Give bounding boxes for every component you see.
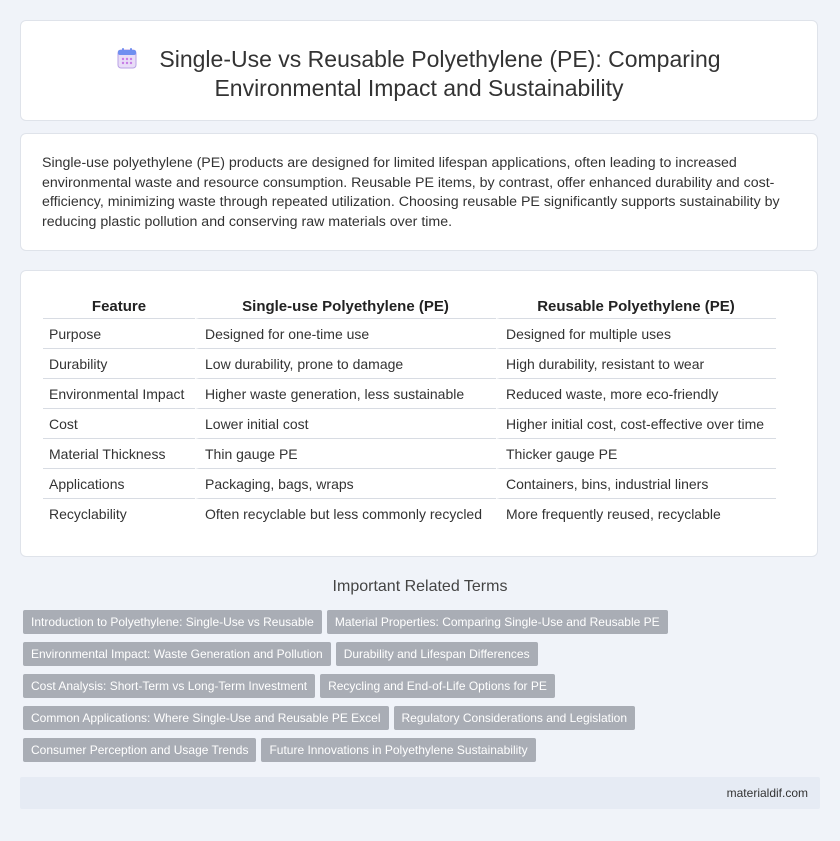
table-row: [43, 378, 776, 408]
header-single-use: Single-use Polyethylene (PE): [242, 298, 449, 315]
row-single-use: Packaging, bags, wraps: [195, 468, 496, 498]
related-term-tag[interactable]: Future Innovations in Polyethylene Sustainability: [261, 738, 535, 762]
row-single-use: Higher waste generation, less sustainable: [195, 378, 496, 408]
related-term-tag[interactable]: Environmental Impact: Waste Generation and Pollution: [23, 642, 331, 666]
intro-card: [20, 133, 818, 251]
header-reusable: Reusable Polyethylene (PE): [537, 298, 735, 315]
row-feature: Cost: [43, 408, 195, 438]
calendar-icon: [117, 47, 137, 69]
row-reusable: Reduced waste, more eco-friendly: [496, 378, 776, 408]
table-row: [43, 438, 776, 468]
row-reusable: High durability, resistant to wear: [496, 348, 776, 378]
row-reusable: Thicker gauge PE: [496, 438, 776, 468]
row-reusable: More frequently reused, recyclable: [496, 498, 776, 528]
related-term-tag[interactable]: Regulatory Considerations and Legislation: [394, 706, 635, 730]
related-terms-title: Important Related Terms: [332, 578, 508, 595]
intro-paragraph: Single-use polyethylene (PE) products are designed for limited lifespan applications, often leading to increased environmental waste and resource consumption. Reusable PE items, by contrast, offer enhanced durability and cost-efficiency, minimizing waste through repeated utilization. Choosing reusable PE significantly supports sustainability by reducing plastic pollution and conserving raw materials over time.: [42, 155, 780, 230]
row-feature: Environmental Impact: [43, 378, 195, 408]
related-terms-list: [23, 610, 683, 770]
related-term-tag[interactable]: Recycling and End-of-Life Options for PE: [320, 674, 555, 698]
row-single-use: Thin gauge PE: [195, 438, 496, 468]
related-term-tag[interactable]: Cost Analysis: Short-Term vs Long-Term Investment: [23, 674, 315, 698]
footer-site-link[interactable]: materialdif.com: [726, 786, 808, 800]
related-term-tag[interactable]: Durability and Lifespan Differences: [336, 642, 538, 666]
title-line-1: Single-Use vs Reusable Polyethylene (PE): Comparing: [159, 46, 721, 72]
comparison-table: [43, 296, 776, 528]
row-feature: Purpose: [43, 318, 195, 348]
row-feature: Recyclability: [43, 498, 195, 528]
row-single-use: Lower initial cost: [195, 408, 496, 438]
related-term-tag[interactable]: Introduction to Polyethylene: Single-Use vs Reusable: [23, 610, 322, 634]
title-card: [20, 20, 818, 121]
header-feature: Feature: [91, 298, 147, 315]
row-single-use: Often recyclable but less commonly recycled: [195, 498, 496, 528]
title-line-2: Environmental Impact and Sustainability: [214, 75, 624, 101]
related-term-tag[interactable]: Consumer Perception and Usage Trends: [23, 738, 256, 762]
row-reusable: Designed for multiple uses: [496, 318, 776, 348]
row-single-use: Low durability, prone to damage: [195, 348, 496, 378]
row-reusable: Containers, bins, industrial liners: [496, 468, 776, 498]
row-feature: Applications: [43, 468, 195, 498]
row-single-use: Designed for one-time use: [195, 318, 496, 348]
table-row: [43, 408, 776, 438]
page-title: [21, 45, 817, 103]
row-reusable: Higher initial cost, cost-effective over time: [496, 408, 776, 438]
table-row: [43, 498, 776, 528]
row-feature: Durability: [43, 348, 195, 378]
comparison-card: [20, 270, 818, 557]
related-term-tag[interactable]: Common Applications: Where Single-Use and Reusable PE Excel: [23, 706, 389, 730]
table-header-row: [43, 296, 776, 318]
row-feature: Material Thickness: [43, 438, 195, 468]
related-term-tag[interactable]: Material Properties: Comparing Single-Use and Reusable PE: [327, 610, 668, 634]
table-row: [43, 468, 776, 498]
table-row: [43, 348, 776, 378]
table-row: [43, 318, 776, 348]
footer: [20, 777, 820, 809]
